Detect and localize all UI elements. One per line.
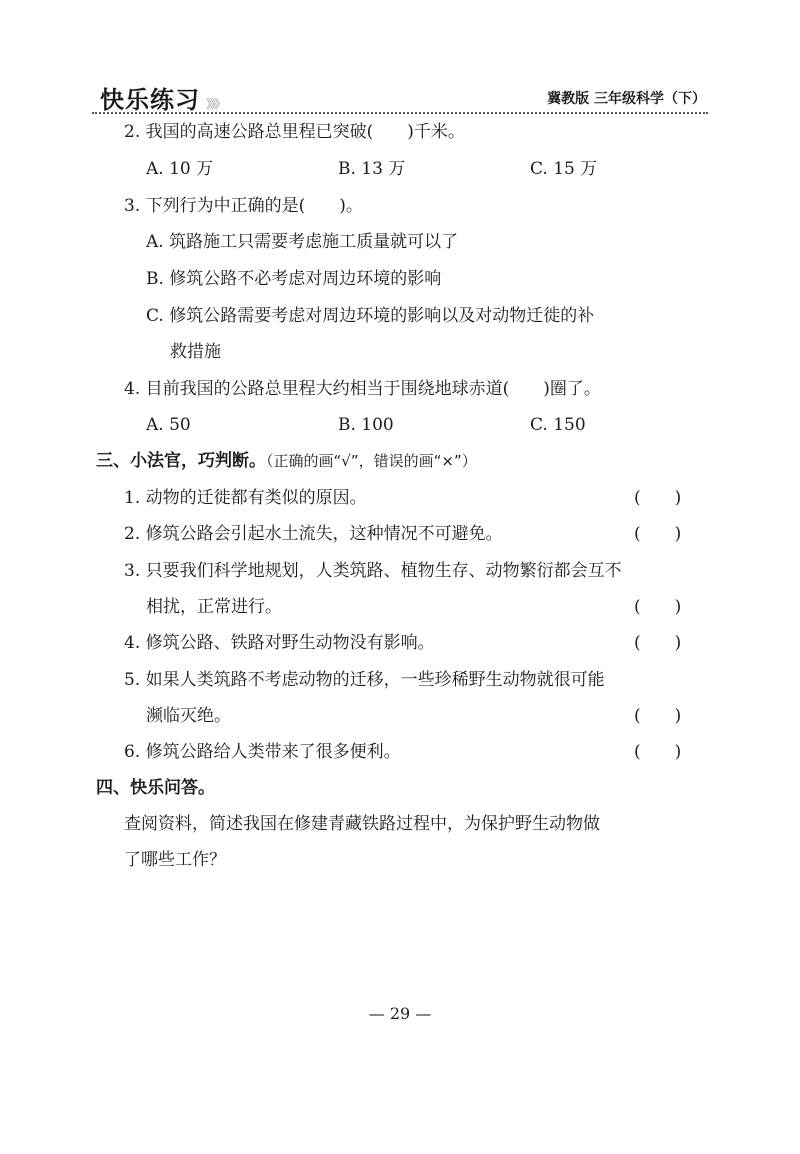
judge-item-3-continued: 相扰，正常进行。 xyxy=(146,597,282,617)
brand-title: 快乐练习 xyxy=(100,86,200,114)
qa-question-line-1: 查阅资料，简述我国在修建青藏铁路过程中，为保护野生动物做 xyxy=(124,814,600,834)
question-2-option-b: B. 13 万 xyxy=(338,159,406,179)
page-header xyxy=(92,64,708,116)
judge-item-2: 2. 修筑公路会引起水土流失，这种情况不可避免。 xyxy=(124,524,503,544)
page-number: — 29 — xyxy=(368,1004,432,1023)
section-3-heading xyxy=(96,450,477,472)
judge-answer-1[interactable]: ( ) xyxy=(634,488,682,508)
judge-item-1: 1. 动物的迁徙都有类似的原因。 xyxy=(124,488,367,508)
question-4-option-c: C. 150 xyxy=(530,415,586,435)
chevrons-icon: 》》》 xyxy=(206,97,225,111)
judge-answer-2[interactable]: ( ) xyxy=(634,524,682,544)
question-3-stem: 3. 下列行为中正确的是( )。 xyxy=(124,196,363,216)
judge-answer-4[interactable]: ( ) xyxy=(634,633,682,653)
section-3-title: 三、小法官，巧判断。 xyxy=(96,451,266,471)
question-3-option-c-continued: 救措施 xyxy=(170,342,221,362)
section-3-instructions: （正确的画“√”，错误的画“×”） xyxy=(266,452,477,470)
judge-item-5: 5. 如果人类筑路不考虑动物的迁移，一些珍稀野生动物就很可能 xyxy=(124,670,605,690)
question-4-option-b: B. 100 xyxy=(338,415,394,435)
question-3-option-a: A. 筑路施工只需要考虑施工质量就可以了 xyxy=(146,232,459,252)
judge-item-5-continued: 濒临灭绝。 xyxy=(146,706,231,726)
question-3-option-b: B. 修筑公路不必考虑对周边环境的影响 xyxy=(146,269,442,289)
question-2-option-c: C. 15 万 xyxy=(530,159,598,179)
judge-item-4: 4. 修筑公路、铁路对野生动物没有影响。 xyxy=(124,633,435,653)
header-divider xyxy=(92,112,708,114)
question-2-stem: 2. 我国的高速公路总里程已突破( )千米。 xyxy=(124,122,465,142)
question-4-option-a: A. 50 xyxy=(146,415,191,435)
judge-item-6: 6. 修筑公路给人类带来了很多便利。 xyxy=(124,742,401,762)
question-2-option-a: A. 10 万 xyxy=(146,159,214,179)
question-4-stem: 4. 目前我国的公路总里程大约相当于围绕地球赤道( )圈了。 xyxy=(124,379,601,399)
judge-item-3: 3. 只要我们科学地规划，人类筑路、植物生存、动物繁衍都会互不 xyxy=(124,561,622,581)
book-subtitle: 冀教版 三年级科学（下） xyxy=(547,91,706,107)
judge-answer-6[interactable]: ( ) xyxy=(634,742,682,762)
qa-question-line-2: 了哪些工作？ xyxy=(124,850,226,870)
question-3-option-c: C. 修筑公路需要考虑对周边环境的影响以及对动物迁徙的补 xyxy=(146,306,595,326)
brand-block xyxy=(100,80,224,115)
judge-answer-3[interactable]: ( ) xyxy=(634,597,682,617)
judge-answer-5[interactable]: ( ) xyxy=(634,706,682,726)
section-4-title: 四、快乐问答。 xyxy=(96,778,215,798)
